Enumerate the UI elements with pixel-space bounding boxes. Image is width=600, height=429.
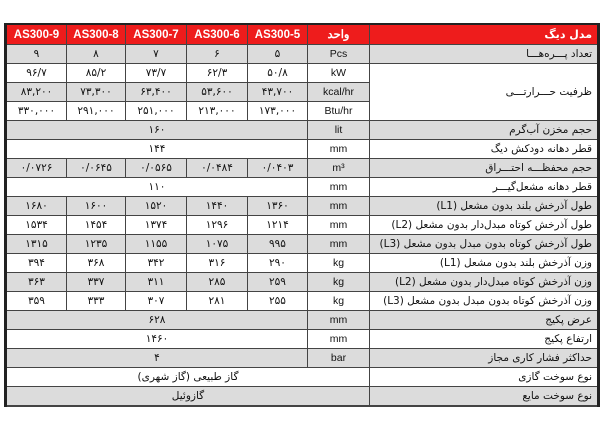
cell-value: ۷۳,۳۰۰ (67, 83, 126, 102)
model-header-as300-7: AS300-7 (126, 24, 187, 45)
boiler-model-header: مدل دیگ (370, 24, 599, 45)
cell-unit: kW (308, 64, 370, 83)
cell-value-merged: ۶۲۸ (6, 311, 308, 330)
table-row (6, 349, 599, 368)
row-label: نوع سوخت گازی (370, 368, 599, 387)
cell-value: ۳۶۳ (6, 273, 67, 292)
row-label: وزن آذرخش کوتاه بدون مبدل بدون مشعل (L3) (370, 292, 599, 311)
row-label: نوع سوخت مایع (370, 387, 599, 407)
table-row (6, 216, 599, 235)
cell-value: ۲۸۱ (187, 292, 248, 311)
cell-value: ۱۳۶۰ (248, 197, 308, 216)
table-row (6, 235, 599, 254)
row-label: حجم محفظـــه احتـــراق (370, 159, 599, 178)
model-header-as300-6: AS300-6 (187, 24, 248, 45)
row-label: وزن آذرخش کوتاه مبدل‌دار بدون مشعل (L2) (370, 273, 599, 292)
cell-unit: mm (308, 235, 370, 254)
cell-value: ۱۷۳,۰۰۰ (248, 102, 308, 121)
cell-value: ۱۲۳۵ (67, 235, 126, 254)
cell-value: ۶۳,۴۰۰ (126, 83, 187, 102)
cell-value: ۲۵۹ (248, 273, 308, 292)
cell-value: ۱۰۷۵ (187, 235, 248, 254)
cell-value: ۳۶۸ (67, 254, 126, 273)
cell-value: ۲۵۱,۰۰۰ (126, 102, 187, 121)
model-header-as300-9: AS300-9 (6, 24, 67, 45)
table-row (6, 292, 599, 311)
cell-value: ۹۹۵ (248, 235, 308, 254)
model-header-as300-8: AS300-8 (67, 24, 126, 45)
cell-unit: kg (308, 292, 370, 311)
cell-value: ۲۱۳,۰۰۰ (187, 102, 248, 121)
table-row (6, 254, 599, 273)
cell-value: ۵۰/۸ (248, 64, 308, 83)
cell-value: ۰/۰۶۴۵ (67, 159, 126, 178)
cell-value: ۷۳/۷ (126, 64, 187, 83)
cell-value: ۵ (248, 45, 308, 64)
cell-value: ۱۳۷۴ (126, 216, 187, 235)
cell-value-merged: ۴ (6, 349, 308, 368)
cell-value: ۰/۰۴۰۳ (248, 159, 308, 178)
row-label: عرض پکیج (370, 311, 599, 330)
cell-value: ۹ (6, 45, 67, 64)
cell-unit: mm (308, 140, 370, 159)
table-row (6, 178, 599, 197)
cell-value: ۳۳۰,۰۰۰ (6, 102, 67, 121)
table-row (6, 330, 599, 349)
cell-value: ۹۶/۷ (6, 64, 67, 83)
cell-value: ۰/۰۴۸۴ (187, 159, 248, 178)
cell-unit: mm (308, 178, 370, 197)
cell-value: ۸ (67, 45, 126, 64)
row-label: طول آذرخش کوتاه مبدل‌دار بدون مشعل (L2) (370, 216, 599, 235)
cell-unit: Btu/hr (308, 102, 370, 121)
cell-value: ۳۰۷ (126, 292, 187, 311)
cell-unit: kcal/hr (308, 83, 370, 102)
row-label: قطر دهانه دودکش دیگ (370, 140, 599, 159)
cell-unit: mm (308, 216, 370, 235)
cell-value: ۷ (126, 45, 187, 64)
cell-unit: bar (308, 349, 370, 368)
table-row (6, 387, 599, 407)
cell-value: ۱۶۸۰ (6, 197, 67, 216)
cell-value: ۲۹۰ (248, 254, 308, 273)
model-header-as300-5: AS300-5 (248, 24, 308, 45)
cell-value: ۳۱۶ (187, 254, 248, 273)
cell-value: ۱۱۵۵ (126, 235, 187, 254)
cell-unit: Pcs (308, 45, 370, 64)
row-label: وزن آذرخش بلند بدون مشعل (L1) (370, 254, 599, 273)
cell-value: ۳۴۲ (126, 254, 187, 273)
table-row (6, 45, 599, 64)
cell-value: ۱۴۴۰ (187, 197, 248, 216)
cell-value: ۴۳,۷۰۰ (248, 83, 308, 102)
cell-value: ۸۵/۲ (67, 64, 126, 83)
cell-value-merged: ۱۴۶۰ (6, 330, 308, 349)
table-row (6, 197, 599, 216)
cell-unit: m³ (308, 159, 370, 178)
row-label: ارتفاع پکیج (370, 330, 599, 349)
cell-value: ۲۵۵ (248, 292, 308, 311)
table-row (6, 64, 599, 83)
cell-value: ۱۴۵۴ (67, 216, 126, 235)
cell-value: ۱۲۱۴ (248, 216, 308, 235)
cell-value: ۶ (187, 45, 248, 64)
cell-value: ۳۹۴ (6, 254, 67, 273)
cell-value: ۱۵۳۴ (6, 216, 67, 235)
table-row (6, 311, 599, 330)
cell-unit: kg (308, 254, 370, 273)
cell-value: ۰/۰۷۲۶ (6, 159, 67, 178)
cell-unit: kg (308, 273, 370, 292)
cell-value: ۱۶۰۰ (67, 197, 126, 216)
unit-header: واحد (308, 24, 370, 45)
cell-value: ۶۲/۳ (187, 64, 248, 83)
table-row (6, 159, 599, 178)
cell-value: ۲۸۵ (187, 273, 248, 292)
table-row (6, 121, 599, 140)
row-label-heat-capacity: ظرفیت حـــرارتـــی (370, 64, 599, 121)
cell-value: ۰/۰۵۶۵ (126, 159, 187, 178)
row-label: طول آذرخش کوتاه بدون مبدل بدون مشعل (L3) (370, 235, 599, 254)
cell-value: ۱۵۲۰ (126, 197, 187, 216)
cell-value: ۳۵۹ (6, 292, 67, 311)
cell-value: ۵۳,۶۰۰ (187, 83, 248, 102)
cell-value-merged: ۱۱۰ (6, 178, 308, 197)
cell-unit: mm (308, 330, 370, 349)
cell-value: ۳۱۱ (126, 273, 187, 292)
cell-value-merged: گاز طبیعی (گاز شهری) (6, 368, 370, 387)
cell-unit: mm (308, 311, 370, 330)
cell-value: ۳۳۷ (67, 273, 126, 292)
cell-unit: mm (308, 197, 370, 216)
cell-value: ۲۹۱,۰۰۰ (67, 102, 126, 121)
cell-value-merged: ۱۴۴ (6, 140, 308, 159)
row-label: طول آذرخش بلند بدون مشعل (L1) (370, 197, 599, 216)
cell-value: ۸۳,۲۰۰ (6, 83, 67, 102)
table-row (6, 368, 599, 387)
cell-value-merged: ۱۶۰ (6, 121, 308, 140)
row-label: تعداد پـــره‌هـــا (370, 45, 599, 64)
row-label: حداکثر فشار کاری مجاز (370, 349, 599, 368)
boiler-spec-table (4, 23, 600, 407)
cell-unit: lit (308, 121, 370, 140)
cell-value: ۳۳۳ (67, 292, 126, 311)
row-label: قطر دهانه مشعل‌گیـــر (370, 178, 599, 197)
table-row (6, 273, 599, 292)
cell-value: ۱۲۹۶ (187, 216, 248, 235)
header-row (6, 24, 599, 45)
row-label: حجم مخزن آب‌گرم (370, 121, 599, 140)
cell-value: ۱۳۱۵ (6, 235, 67, 254)
cell-value-merged: گازوئیل (6, 387, 370, 407)
table-row (6, 140, 599, 159)
